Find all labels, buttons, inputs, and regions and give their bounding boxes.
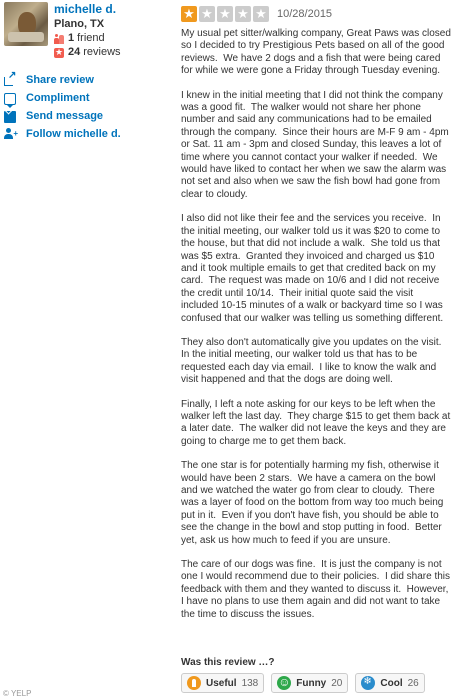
review-paragraph: Finally, I left a note asking for our keys to be left when the walker left the last day. They charge $15 to get them back at a later date. The walker did not leave the keys and they are going to charge me to get them back. <box>181 398 454 447</box>
star-icon: ★ <box>217 6 233 22</box>
reviewer-sidebar <box>4 2 172 143</box>
star-icon: ★ <box>199 6 215 22</box>
review-paragraph: I knew in the initial meeting that I did not think the company was a good fit. The walker would not share her phone number and said any communications had to be emailed through the company. Since their hours are M-F 9 am - 4pm or Sat. 11 am - 3pm and closed Sunday, this leaves a lot of time where you cannot contact your walker if needed. We would have liked to contact her when we saw the alarm was not set and also when we saw the fish bowl had gone from clear to cloudy. <box>181 89 452 200</box>
review-count-label: reviews <box>83 46 121 58</box>
follow-link[interactable] <box>4 125 172 143</box>
useful-button[interactable] <box>181 673 264 693</box>
review-paragraph: The one star is for potentially harming my fish, otherwise it would have been 2 stars. We have a camera on the bowl and we watched the water go from clear to cloudy. There was a layer of food on the bottom from way too much being put in it. Even if you don't have fish, you should be able to see the change in the bowl and stop putting in food. Better yet, ask us how much to feed if you are unsure. <box>181 460 447 546</box>
lightbulb-icon <box>187 676 201 690</box>
reviewer-location: Plano, TX <box>54 18 105 30</box>
star-icon: ★ <box>181 6 197 22</box>
follow-icon: + <box>4 128 16 140</box>
reviewer-header <box>4 2 172 59</box>
star-icon: ★ <box>235 6 251 22</box>
friend-count-label: friend <box>77 32 105 44</box>
send-message-label: Send message <box>26 110 104 122</box>
review-paragraph: They also don't automatically give you updates on the visit. In the initial meeting, our walker told us that has to be requested each day via email. I like to know the walk and visit happened and that the dogs are doing well. <box>181 336 447 386</box>
review-count-number: 24 <box>68 46 81 58</box>
cool-button[interactable] <box>355 673 424 693</box>
star-icon: ★ <box>253 6 269 22</box>
review-star-icon <box>54 48 64 58</box>
feedback-prompt: Was this review …? <box>181 657 275 668</box>
smiley-icon <box>277 676 291 690</box>
compliment-link[interactable] <box>4 89 172 107</box>
message-icon <box>4 111 16 123</box>
cool-count: 26 <box>407 677 419 689</box>
avatar[interactable] <box>4 2 48 46</box>
friend-count-number: 1 <box>68 32 75 44</box>
review-date: 10/28/2015 <box>277 8 333 20</box>
funny-button[interactable] <box>271 673 348 693</box>
send-message-link[interactable] <box>4 107 172 125</box>
review-content <box>181 6 454 633</box>
review-text <box>181 28 454 621</box>
reviewer-name[interactable]: michelle d. <box>54 2 117 16</box>
review-count <box>54 46 121 59</box>
reviewer-info <box>54 2 121 59</box>
vote-buttons <box>181 673 432 693</box>
compliment-label: Compliment <box>26 92 90 104</box>
star-rating <box>181 6 271 22</box>
rating-row <box>181 6 451 22</box>
useful-label: Useful <box>206 677 237 689</box>
funny-count: 20 <box>331 677 343 689</box>
review-paragraph: I also did not like their fee and the services you receive. In the initial meeting, our walker told us it was $20 to come to the house, but that did not include a walk. She told us that was $5 extra. Granted they invoiced and charged us $10 and it took multiple emails to get that credited back on my card. The request was made on 10/6 and I did not receive the credit until 10/14. Their initial quote said the visit included 10-15 minutes of a walk or backyard time so I was confused that our walker was telling us something different. <box>181 213 446 324</box>
funny-label: Funny <box>296 677 327 689</box>
follow-label: Follow michelle d. <box>26 128 121 140</box>
yelp-watermark: © YELP <box>3 689 32 698</box>
useful-count: 138 <box>241 677 259 689</box>
share-icon <box>4 74 16 86</box>
snowflake-icon <box>361 676 375 690</box>
reviewer-actions <box>4 71 172 143</box>
cool-label: Cool <box>380 677 403 689</box>
review-paragraph: The care of our dogs was fine. It is just the company is not one I would recommend due to their policies. I did share this feedback with them and they wanted to discuss it. However, I have no plans to use them again and did not want to take the time to discuss the issues. <box>181 559 453 620</box>
friends-icon <box>54 34 64 44</box>
compliment-icon <box>4 93 16 105</box>
share-review-link[interactable] <box>4 71 172 89</box>
share-review-label: Share review <box>26 74 94 86</box>
review-paragraph: My usual pet sitter/walking company, Great Paws was closed so I decided to try Prestigious Pets based on all of the good reviews. We have 2 dogs and a fish that were being cared for while we were gone a Friday through Tuesday evening. <box>181 28 454 77</box>
friend-count <box>54 32 121 45</box>
